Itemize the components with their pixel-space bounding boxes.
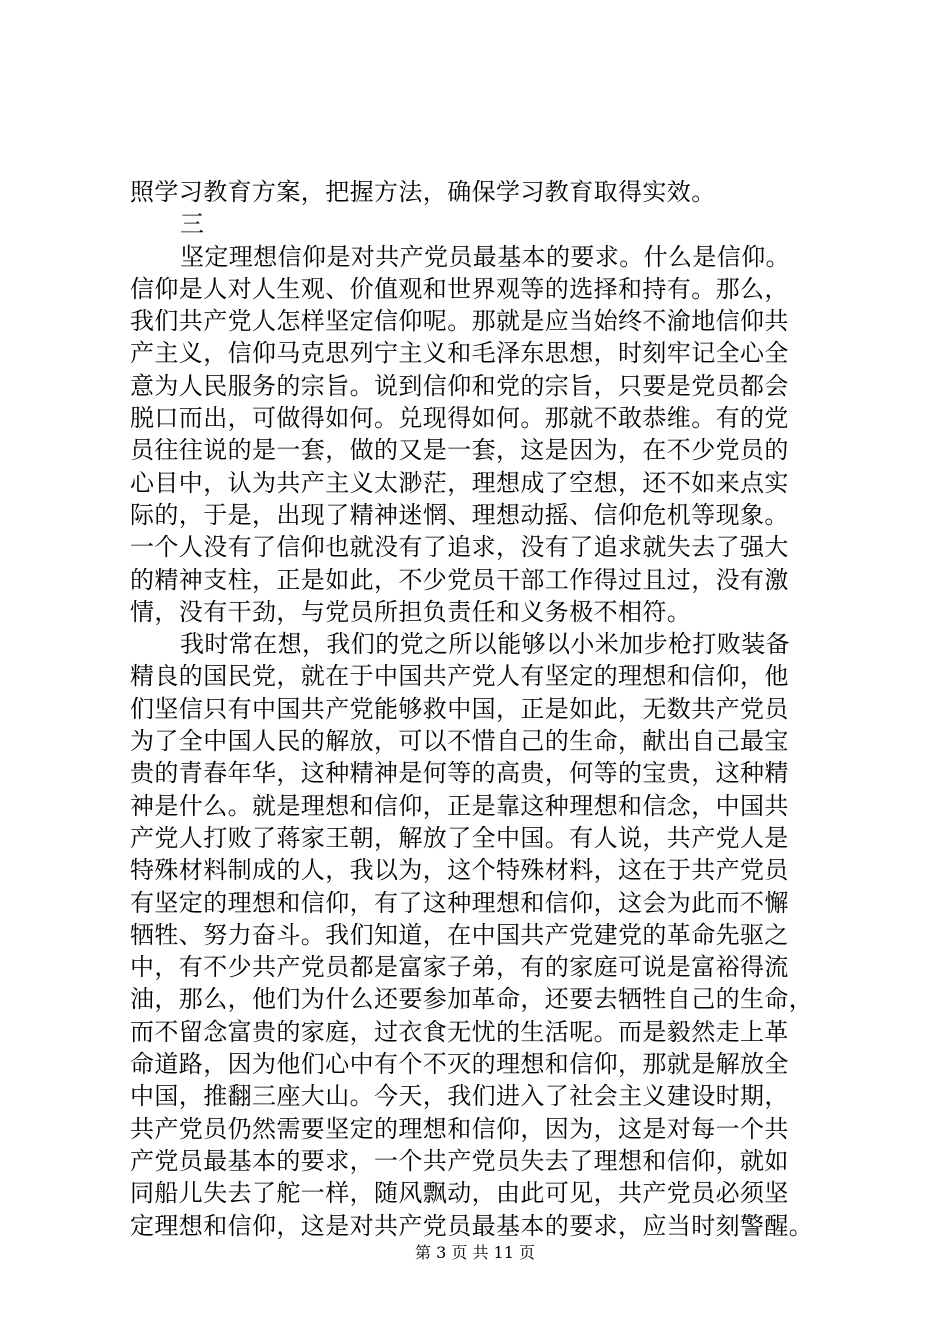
body-text xyxy=(130,176,830,1242)
text-line: 信仰是人对人生观、价值观和世界观等的选择和持有。那么， xyxy=(130,274,789,303)
text-line: 照学习教育方案，把握方法，确保学习教育取得实效。 xyxy=(130,178,716,206)
text-line: 产党人打败了蒋家王朝，解放了全中国。有人说，共产党人是 xyxy=(130,823,789,852)
text-line: 定理想和信仰，这是对共产党员最基本的要求，应当时刻警醒。 xyxy=(130,1211,814,1240)
text-line: 情，没有干劲，与党员所担负责任和义务极不相符。 xyxy=(130,597,692,626)
text-line: 坚定理想信仰是对共产党员最基本的要求。什么是信仰。 xyxy=(180,242,790,271)
text-line: 三 xyxy=(180,210,205,239)
text-line: 我们共产党人怎样坚定信仰呢。那就是应当始终不渝地信仰共 xyxy=(130,307,789,336)
text-line: 特殊材料制成的人，我以为，这个特殊材料，这在于共产党员 xyxy=(130,856,789,885)
text-line: 我时常在想，我们的党之所以能够以小米加步枪打败装备 xyxy=(180,630,790,659)
text-line: 为了全中国人民的解放，可以不惜自己的生命，献出自己最宝 xyxy=(130,727,789,756)
text-line: 共产党员仍然需要坚定的理想和信仰，因为，这是对每一个共 xyxy=(130,1114,789,1143)
text-line: 贵的青春年华，这种精神是何等的高贵，何等的宝贵，这种精 xyxy=(130,759,789,788)
page-footer: 第 3 页 共 11 页 xyxy=(415,1243,535,1262)
text-line: 脱口而出，可做得如何。兑现得如何。那就不敢恭维。有的党 xyxy=(130,404,789,433)
text-line: 一个人没有了信仰也就没有了追求，没有了追求就失去了强大 xyxy=(130,533,789,562)
text-line: 油，那么，他们为什么还要参加革命，还要去牺牲自己的生命， xyxy=(130,985,814,1014)
text-line: 中，有不少共产党员都是富家子弟，有的家庭可说是富裕得流 xyxy=(130,953,789,982)
text-line: 命道路，因为他们心中有个不灭的理想和信仰，那就是解放全 xyxy=(130,1050,789,1079)
text-line: 牺牲、努力奋斗。我们知道，在中国共产党建党的革命先驱之 xyxy=(130,920,789,949)
text-line: 而不留念富贵的家庭，过衣食无忧的生活呢。而是毅然走上革 xyxy=(130,1017,789,1046)
text-line: 中国，推翻三座大山。今天，我们进入了社会主义建设时期， xyxy=(130,1082,789,1111)
text-line: 们坚信只有中国共产党能够救中国，正是如此，无数共产党员 xyxy=(130,694,789,723)
text-line: 同船儿失去了舵一样，随风飘动，由此可见，共产党员必须坚 xyxy=(130,1179,789,1208)
text-line: 产主义，信仰马克思列宁主义和毛泽东思想，时刻牢记全心全 xyxy=(130,339,789,368)
text-line: 的精神支柱，正是如此，不少党员干部工作得过且过，没有激 xyxy=(130,565,789,594)
text-line: 神是什么。就是理想和信仰，正是靠这种理想和信念，中国共 xyxy=(130,791,789,820)
text-line: 有坚定的理想和信仰，有了这种理想和信仰，这会为此而不懈 xyxy=(130,888,789,917)
text-line: 员往往说的是一套，做的又是一套，这是因为，在不少党员的 xyxy=(130,436,789,465)
text-line: 意为人民服务的宗旨。说到信仰和党的宗旨，只要是党员都会 xyxy=(130,371,789,400)
text-line: 心目中，认为共产主义太渺茫，理想成了空想，还不如来点实 xyxy=(130,468,789,497)
text-line: 产党员最基本的要求，一个共产党员失去了理想和信仰，就如 xyxy=(130,1146,789,1175)
text-line: 精良的国民党，就在于中国共产党人有坚定的理想和信仰，他 xyxy=(130,662,789,691)
text-line: 际的，于是，出现了精神迷惘、理想动摇、信仰危机等现象。 xyxy=(130,500,789,529)
